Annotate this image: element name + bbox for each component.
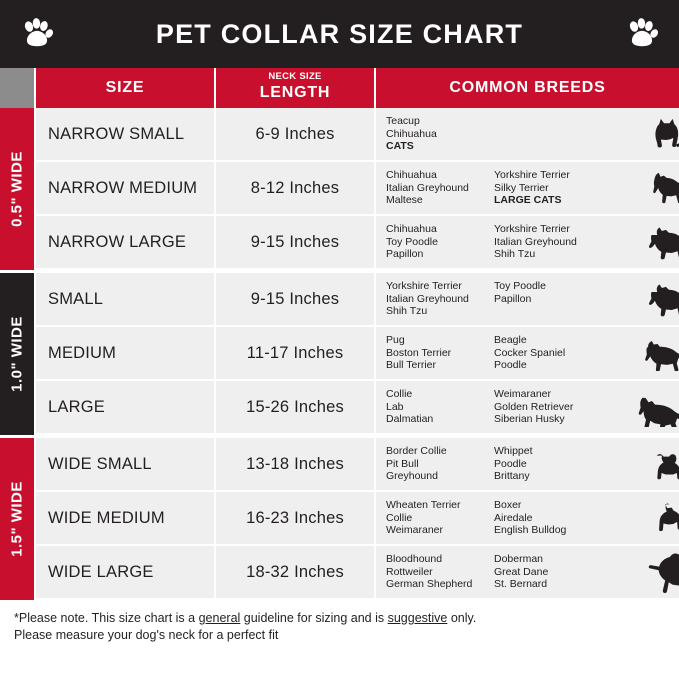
bulldog-silhouette [631, 438, 679, 490]
breed-name: Great Dane [494, 565, 549, 578]
width-group-label [0, 438, 36, 600]
breed-name: Shih Tzu [494, 248, 536, 261]
breed-list [494, 223, 602, 261]
breed-name: Boxer [494, 499, 522, 512]
cell-size: NARROW LARGE [36, 216, 216, 270]
breed-name: Shih Tzu [386, 305, 428, 318]
breed-name: Yorkshire Terrier [494, 169, 570, 182]
cell-breeds [376, 162, 679, 216]
breed-name: Siberian Husky [494, 413, 565, 426]
breed-list [494, 169, 602, 207]
column-header-breeds: COMMON BREEDS [376, 68, 679, 108]
breed-name: Border Collie [386, 445, 447, 458]
breed-name: Lab [386, 400, 404, 413]
cell-size: NARROW SMALL [36, 108, 216, 162]
cell-breeds [376, 216, 679, 270]
neck-size-tag: NECK SIZE [268, 71, 322, 82]
small-dog-silhouette [631, 162, 679, 214]
cell-size: WIDE MEDIUM [36, 492, 216, 546]
breed-list [494, 334, 602, 372]
cell-breeds [376, 492, 679, 546]
footer-note [0, 600, 679, 644]
breed-name: Yorkshire Terrier [494, 223, 570, 236]
cell-length: 18-32 Inches [216, 546, 376, 600]
breed-name: Greyhound [386, 470, 438, 483]
table-row [36, 546, 679, 600]
cell-breeds [376, 438, 679, 492]
cell-length: 9-15 Inches [216, 216, 376, 270]
table-header-row [0, 68, 679, 108]
cat-silhouette [631, 108, 679, 160]
breed-name: Teacup [386, 115, 420, 128]
breed-name: German Shepherd [386, 578, 473, 591]
doberman-silhouette [631, 546, 679, 598]
cell-size: WIDE LARGE [36, 546, 216, 600]
breed-list [494, 280, 602, 318]
cell-size: WIDE SMALL [36, 438, 216, 492]
breed-name: Poodle [494, 359, 527, 372]
standing-dog-silhouette [631, 492, 679, 544]
column-header-length [216, 68, 376, 108]
table-row [36, 381, 679, 435]
cell-length: 6-9 Inches [216, 108, 376, 162]
breed-list [386, 553, 494, 591]
breed-name: Papillon [494, 292, 532, 305]
breed-name: Weimaraner [494, 388, 551, 401]
breed-list [494, 553, 602, 591]
breed-name: Pug [386, 334, 405, 347]
breed-name: Collie [386, 511, 413, 524]
breed-name-emphasis: CATS [386, 140, 414, 153]
breed-columns [376, 115, 631, 153]
column-header-size: SIZE [36, 68, 216, 108]
length-label: LENGTH [259, 83, 331, 101]
fluffy-dog-silhouette [631, 273, 679, 325]
table-row [36, 216, 679, 270]
medium-dog-silhouette [631, 327, 679, 379]
breed-name: Toy Poodle [494, 280, 546, 293]
breed-name: Golden Retriever [494, 400, 574, 413]
breed-name: Toy Poodle [386, 235, 438, 248]
breed-name: Collie [386, 388, 413, 401]
breed-name: St. Bernard [494, 578, 548, 591]
cell-breeds [376, 108, 679, 162]
width-group-label [0, 108, 36, 270]
paw-icon [625, 17, 659, 51]
breed-name: Bull Terrier [386, 359, 436, 372]
breed-name: Maltese [386, 194, 423, 207]
table-row [36, 273, 679, 327]
breed-name: Doberman [494, 553, 544, 566]
footer-note-line2: Please measure your dog's neck for a perfect fit [14, 628, 279, 642]
breed-name: Italian Greyhound [494, 235, 577, 248]
breed-list [386, 445, 494, 483]
table-row [36, 162, 679, 216]
breed-name: Whippet [494, 445, 533, 458]
breed-name: Airedale [494, 511, 533, 524]
cell-length: 8-12 Inches [216, 162, 376, 216]
cell-length: 13-18 Inches [216, 438, 376, 492]
width-group-rows [36, 108, 679, 270]
breed-list [386, 388, 494, 426]
breed-list [386, 499, 494, 537]
breed-name: Poodle [494, 457, 527, 470]
cell-size: MEDIUM [36, 327, 216, 381]
cell-length: 9-15 Inches [216, 273, 376, 327]
width-group [0, 273, 679, 438]
width-group-rows [36, 438, 679, 600]
breed-list [494, 388, 602, 426]
breed-columns [376, 445, 631, 483]
breed-list [386, 115, 494, 153]
table-row [36, 327, 679, 381]
breed-name: Wheaten Terrier [386, 499, 461, 512]
cell-length: 16-23 Inches [216, 492, 376, 546]
table-row [36, 108, 679, 162]
cell-size: LARGE [36, 381, 216, 435]
width-group [0, 438, 679, 600]
cell-breeds [376, 327, 679, 381]
breed-name: Brittany [494, 470, 530, 483]
chart-body [0, 108, 679, 600]
cell-breeds [376, 546, 679, 600]
breed-name: Chihuahua [386, 169, 437, 182]
breed-columns [376, 280, 631, 318]
table-row [36, 438, 679, 492]
cell-length: 15-26 Inches [216, 381, 376, 435]
table-row [36, 492, 679, 546]
breed-name: Silky Terrier [494, 181, 549, 194]
breed-name: Papillon [386, 248, 424, 261]
breed-name: Italian Greyhound [386, 292, 469, 305]
breed-columns [376, 388, 631, 426]
paw-icon [20, 17, 54, 51]
breed-columns [376, 553, 631, 591]
fluffy-dog-silhouette [631, 216, 679, 268]
width-group [0, 108, 679, 273]
cell-size: SMALL [36, 273, 216, 327]
width-group-label-text: 1.0" WIDE [8, 316, 26, 392]
breed-name: Chihuahua [386, 223, 437, 236]
breed-name: Yorkshire Terrier [386, 280, 462, 293]
breed-name: Rottweiler [386, 565, 433, 578]
breed-name: Cocker Spaniel [494, 346, 566, 359]
width-group-label [0, 273, 36, 435]
breed-list [494, 445, 602, 483]
breed-name: Beagle [494, 334, 527, 347]
breed-list [386, 169, 494, 207]
breed-columns [376, 334, 631, 372]
width-group-rows [36, 273, 679, 435]
breed-columns [376, 169, 631, 207]
width-group-label-text: 1.5" WIDE [8, 481, 26, 557]
breed-columns [376, 223, 631, 261]
footer-note-line1: *Please note. This size chart is a general guideline for sizing and is suggestive only. [14, 611, 477, 625]
corner-cell [0, 68, 36, 108]
breed-name: Pit Bull [386, 457, 419, 470]
large-dog-silhouette [631, 381, 679, 433]
breed-name: Bloodhound [386, 553, 443, 566]
breed-name: English Bulldog [494, 524, 567, 537]
cell-size: NARROW MEDIUM [36, 162, 216, 216]
breed-name: Weimaraner [386, 524, 443, 537]
breed-name: Dalmatian [386, 413, 434, 426]
width-group-label-text: 0.5" WIDE [8, 151, 26, 227]
cell-length: 11-17 Inches [216, 327, 376, 381]
chart-header [0, 0, 679, 68]
breed-name: Boston Terrier [386, 346, 452, 359]
breed-list [386, 334, 494, 372]
breed-name: Italian Greyhound [386, 181, 469, 194]
breed-name-emphasis: LARGE CATS [494, 194, 562, 207]
breed-list [386, 223, 494, 261]
breed-name: Chihuahua [386, 127, 437, 140]
breed-columns [376, 499, 631, 537]
cell-breeds [376, 273, 679, 327]
cell-breeds [376, 381, 679, 435]
breed-list [494, 115, 602, 153]
page-title: PET COLLAR SIZE CHART [155, 18, 524, 49]
breed-list [494, 499, 602, 537]
breed-list [386, 280, 494, 318]
